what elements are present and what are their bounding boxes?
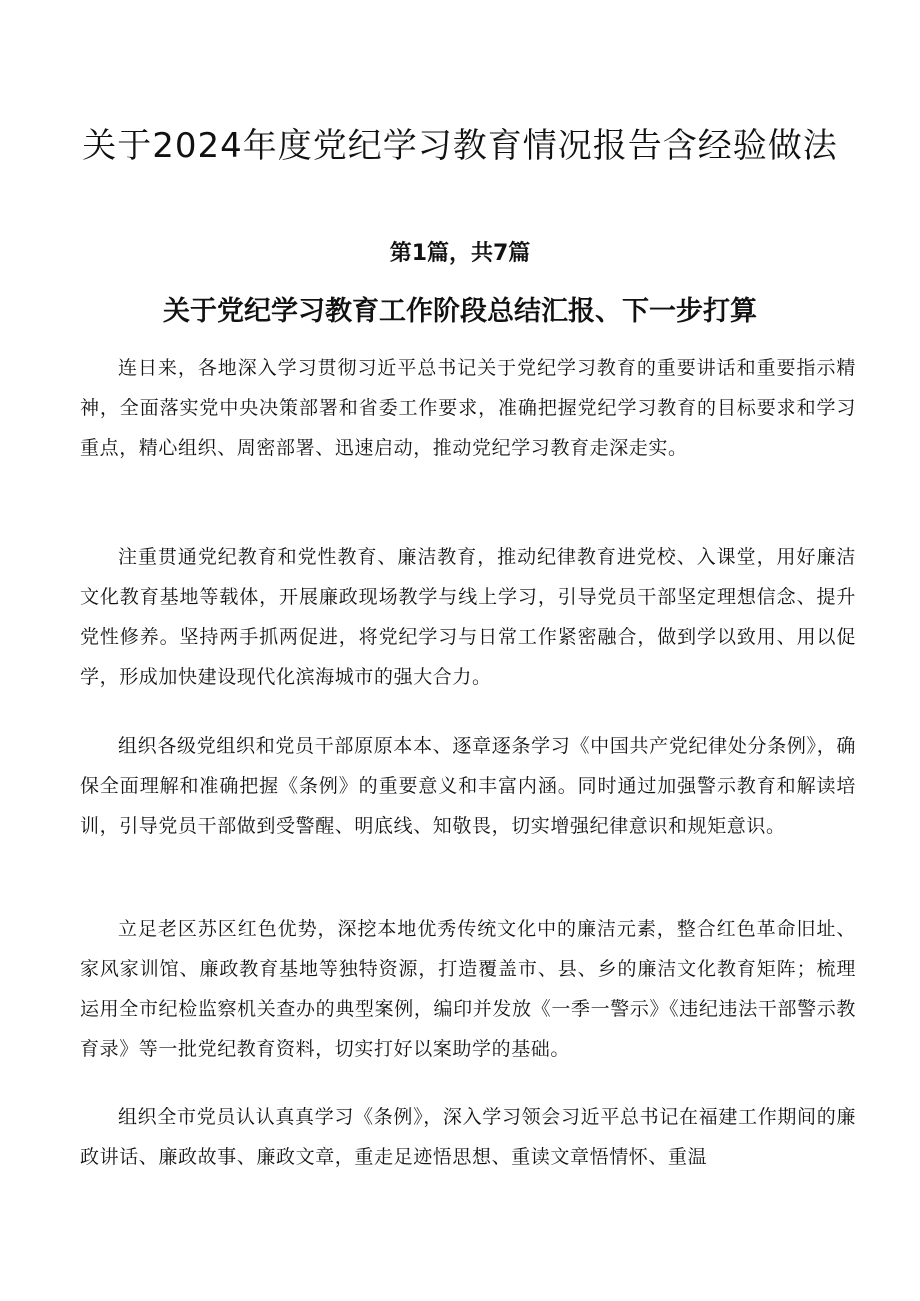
part-label: 第1篇，共7篇 xyxy=(389,241,531,266)
body-paragraph-2: 注重贯通党纪教育和党性教育、廉洁教育，推动纪律教育进党校、入课堂，用好廉洁文化教育基地等载体，开展廉政现场教学与线上学习，引导党员干部坚定理想信念、提升党性修养。坚持两手抓两促进，将党纪学习与日常工作紧密融合，做到学以致用、用以促学，形成加快建设现代化滨海城市的强大合力。 xyxy=(80,546,856,688)
section-title: 关于党纪学习教育工作阶段总结汇报、下一步打算 xyxy=(163,296,757,327)
body-paragraph-5: 组织全市党员认认真真学习《条例》，深入学习领会习近平总书记在福建工作期间的廉政讲话、廉政故事、廉政文章，重走足迹悟思想、重读文章悟情怀、重温 xyxy=(80,1106,856,1168)
document-title: 关于2024年度党纪学习教育情况报告含经验做法 xyxy=(82,126,838,166)
body-paragraph-4: 立足老区苏区红色优势，深挖本地优秀传统文化中的廉洁元素，整合红色革命旧址、家风家训馆、廉政教育基地等独特资源，打造覆盖市、县、乡的廉洁文化教育矩阵；梳理运用全市纪检监察机关查办的典型案例，编印并发放《一季一警示》《违纪违法干部警示教育录》等一批党纪教育资料，切实打好以案助学的基础。 xyxy=(80,918,856,1060)
body-paragraph-1: 连日来，各地深入学习贯彻习近平总书记关于党纪学习教育的重要讲话和重要指示精神，全面落实党中央决策部署和省委工作要求，准确把握党纪学习教育的目标要求和学习重点，精心组织、周密部署、迅速启动，推动党纪学习教育走深走实。 xyxy=(80,357,856,459)
body-paragraph-3: 组织各级党组织和党员干部原原本本、逐章逐条学习《中国共产党纪律处分条例》，确保全面理解和准确把握《条例》的重要意义和丰富内涵。同时通过加强警示教育和解读培训，引导党员干部做到受警醒、明底线、知敬畏，切实增强纪律意识和规矩意识。 xyxy=(80,735,856,837)
